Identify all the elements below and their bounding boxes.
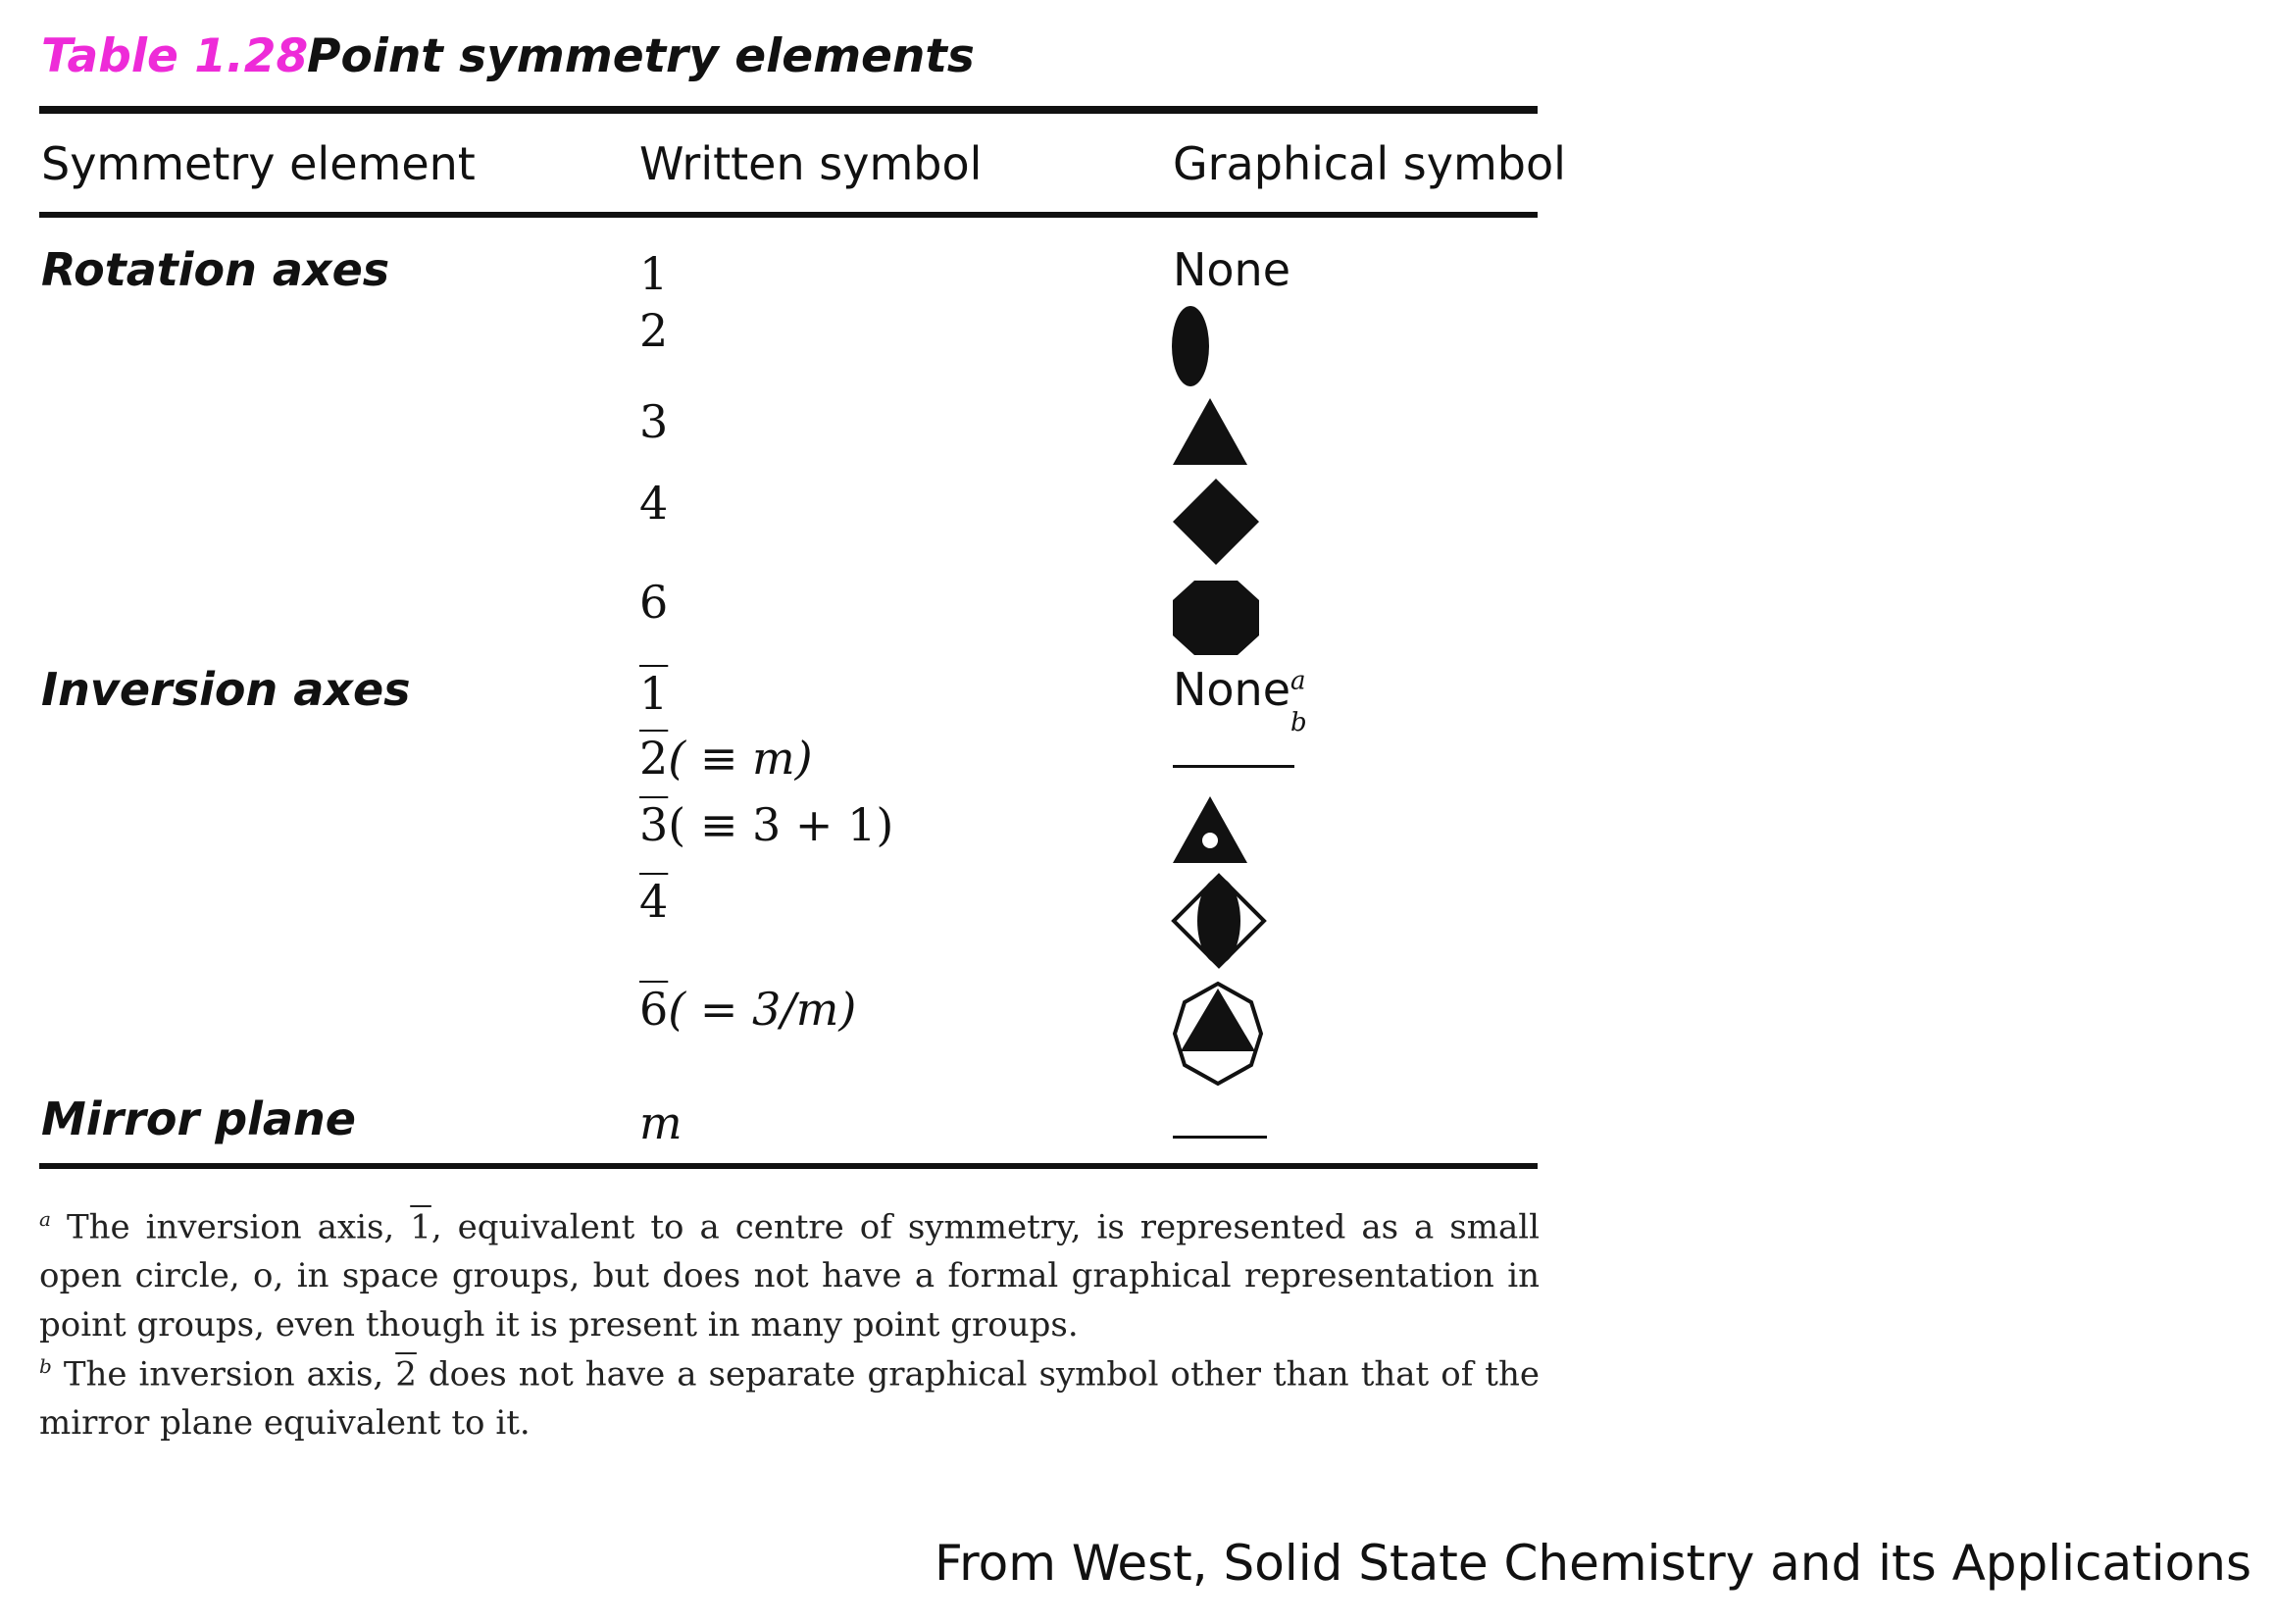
footnote-bar-symbol: 1 bbox=[410, 1207, 431, 1247]
footnote-mark: b bbox=[39, 1354, 52, 1378]
square-with-ellipse-icon bbox=[1171, 873, 1267, 969]
section-rotation-axes: Rotation axes bbox=[41, 243, 390, 296]
table-title: Point symmetry elements bbox=[307, 29, 975, 83]
bar-digit: 3 bbox=[639, 798, 669, 851]
footnote-ref-a: a bbox=[1290, 666, 1306, 696]
footnote-b bbox=[39, 1342, 1540, 1447]
written-symbol-1: 1 bbox=[639, 247, 669, 300]
written-symbol-bar-3 bbox=[639, 798, 894, 851]
header-symmetry-element: Symmetry element bbox=[41, 137, 476, 190]
graphic-none-a bbox=[1173, 663, 1306, 716]
written-symbol-m: m bbox=[639, 1096, 682, 1149]
written-symbol-3: 3 bbox=[639, 395, 669, 448]
header-written-symbol: Written symbol bbox=[639, 137, 983, 190]
bar-digit: 1 bbox=[639, 667, 669, 720]
written-symbol-4: 4 bbox=[639, 477, 669, 530]
footnote-text: , equivalent to a centre of symmetry, is represented as a small open circle, o, in space groups, but does not have a formal graphical representation in point groups, even though it is present in many point groups. bbox=[39, 1207, 1540, 1345]
triangle-with-dot-icon bbox=[1171, 794, 1249, 865]
footnote-ref-b: b bbox=[1290, 708, 1307, 737]
written-symbol-bar-4 bbox=[639, 875, 669, 928]
filled-ellipse-icon bbox=[1171, 304, 1210, 388]
written-symbol-bar-1 bbox=[639, 667, 669, 720]
bar-digit: 2 bbox=[639, 732, 669, 785]
written-symbol-2: 2 bbox=[639, 304, 669, 357]
filled-hexagon-icon bbox=[1171, 579, 1261, 657]
written-rest: ( = 3/m) bbox=[668, 983, 857, 1036]
footnote-text: The inversion axis, bbox=[63, 1354, 396, 1395]
section-mirror-plane: Mirror plane bbox=[41, 1092, 356, 1145]
footnote-mark: a bbox=[39, 1207, 51, 1231]
footnote-text: does not have a separate graphical symbol other than that of the mirror plane equivalent to it. bbox=[39, 1354, 1540, 1444]
graphic-none-text: None bbox=[1173, 663, 1291, 716]
source-credit: From West, Solid State Chemistry and its Applications bbox=[935, 1535, 2251, 1592]
written-rest: ( ≡ 3 + 1) bbox=[668, 798, 894, 851]
bar-digit: 6 bbox=[639, 983, 669, 1036]
header-graphical-symbol: Graphical symbol bbox=[1173, 137, 1566, 190]
header-rule bbox=[39, 212, 1538, 218]
graphic-none: None bbox=[1173, 243, 1291, 296]
written-symbol-6: 6 bbox=[639, 576, 669, 629]
section-inversion-axes: Inversion axes bbox=[41, 663, 411, 716]
mirror-plane-graphic bbox=[1173, 1136, 1267, 1139]
hexagon-with-triangle-icon bbox=[1171, 981, 1265, 1087]
written-symbol-bar-2 bbox=[639, 732, 813, 785]
mirror-line-graphic bbox=[1173, 765, 1294, 768]
filled-triangle-icon bbox=[1171, 396, 1249, 467]
footnote-bar-symbol: 2 bbox=[395, 1354, 417, 1395]
filled-square-icon bbox=[1171, 477, 1261, 567]
written-symbol-bar-6 bbox=[639, 983, 857, 1036]
bottom-rule bbox=[39, 1163, 1538, 1169]
bar-digit: 4 bbox=[639, 875, 669, 928]
written-rest: ( ≡ m) bbox=[668, 732, 813, 785]
top-rule bbox=[39, 106, 1538, 114]
footnote-a bbox=[39, 1194, 1540, 1349]
footnote-text: The inversion axis, bbox=[66, 1207, 411, 1247]
table-number: Table 1.28 bbox=[41, 29, 309, 83]
